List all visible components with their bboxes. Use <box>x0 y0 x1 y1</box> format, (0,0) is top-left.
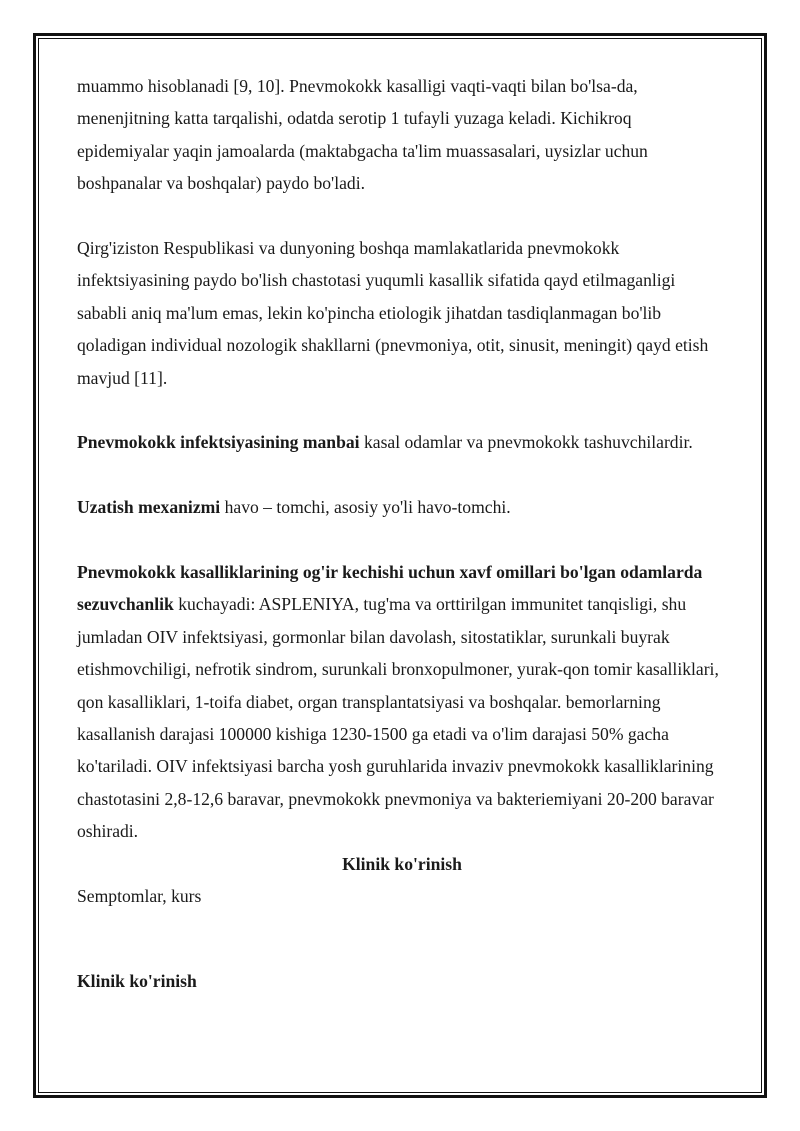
paragraph-4 <box>77 491 727 523</box>
paragraph-5-bold: Pnevmokokk kasalliklarining og'ir kechishi uchun xavf omillari bo'lgan odamlarda sezuvchanlik <box>77 562 703 615</box>
section-heading-centered: Klinik ko'rinish <box>342 853 462 874</box>
paragraph-3 <box>77 426 727 458</box>
spacer <box>77 913 727 965</box>
paragraph-5-text: kuchayadi: ASPLENIYA, tug'ma va orttirilgan immunitet tanqisligi, shu jumladan OIV infektsiyasi, gormonlar bilan davolash, sitostatiklar, surunkali buyrak etishmovchiligi, nefrotik sindrom, surunkali bronxopulmoner, yurak-qon tomir kasalliklari, qon kasalliklari, 1-toifa diabet, organ transplantatsiyasi va boshqalar. bemorlarning kasallanish darajasi 100000 kishiga 1230-1500 ga etadi va o'lim darajasi 50% gacha ko'tariladi. OIV infektsiyasi barcha yosh guruhlarida invaziv pnevmokokk kasalliklarining chastotasini 2,8-12,6 baravar, pnevmokokk pnevmoniya va bakteriemiyani 20-200 baravar oshiradi. <box>77 594 719 842</box>
paragraph-5 <box>77 556 727 848</box>
section-heading-left: Klinik ko'rinish <box>77 970 197 991</box>
paragraph-2: Qirg'iziston Respublikasi va dunyoning boshqa mamlakatlarida pnevmokokk infektsiyasining paydo bo'lish chastotasi yuqumli kasallik sifatida qayd etilmaganligi sababli aniq ma'lum emas, lekin ko'pincha etiologik jihatdan tasdiqlanmagan bo'lib qoladigan individual nozologik shakllarni (pnevmoniya, otit, sinusit, meningit) qayd etish mavjud [11]. <box>77 238 709 388</box>
paragraph-4-text: havo – tomchi, asosiy yo'li havo-tomchi. <box>220 497 511 518</box>
paragraph-4-bold: Uzatish mexanizmi <box>77 497 221 518</box>
subtitle-line: Semptomlar, kurs <box>77 886 202 907</box>
paragraph-3-text: kasal odamlar va pnevmokokk tashuvchilardir. <box>359 432 693 453</box>
paragraph-3-bold: Pnevmokokk infektsiyasining manbai <box>77 432 360 453</box>
document-body <box>77 70 727 997</box>
paragraph-1: muammo hisoblanadi [9, 10]. Pnevmokokk kasalligi vaqti-vaqti bilan bo'lsa-da, menenjitning katta tarqalishi, odatda serotip 1 tufayli yuzaga keladi. Kichikroq epidemiyalar yaqin jamoalarda (maktabgacha ta'lim muassasalari, uysizlar uchun boshpanalar va boshqalar) paydo bo'ladi. <box>77 76 648 194</box>
